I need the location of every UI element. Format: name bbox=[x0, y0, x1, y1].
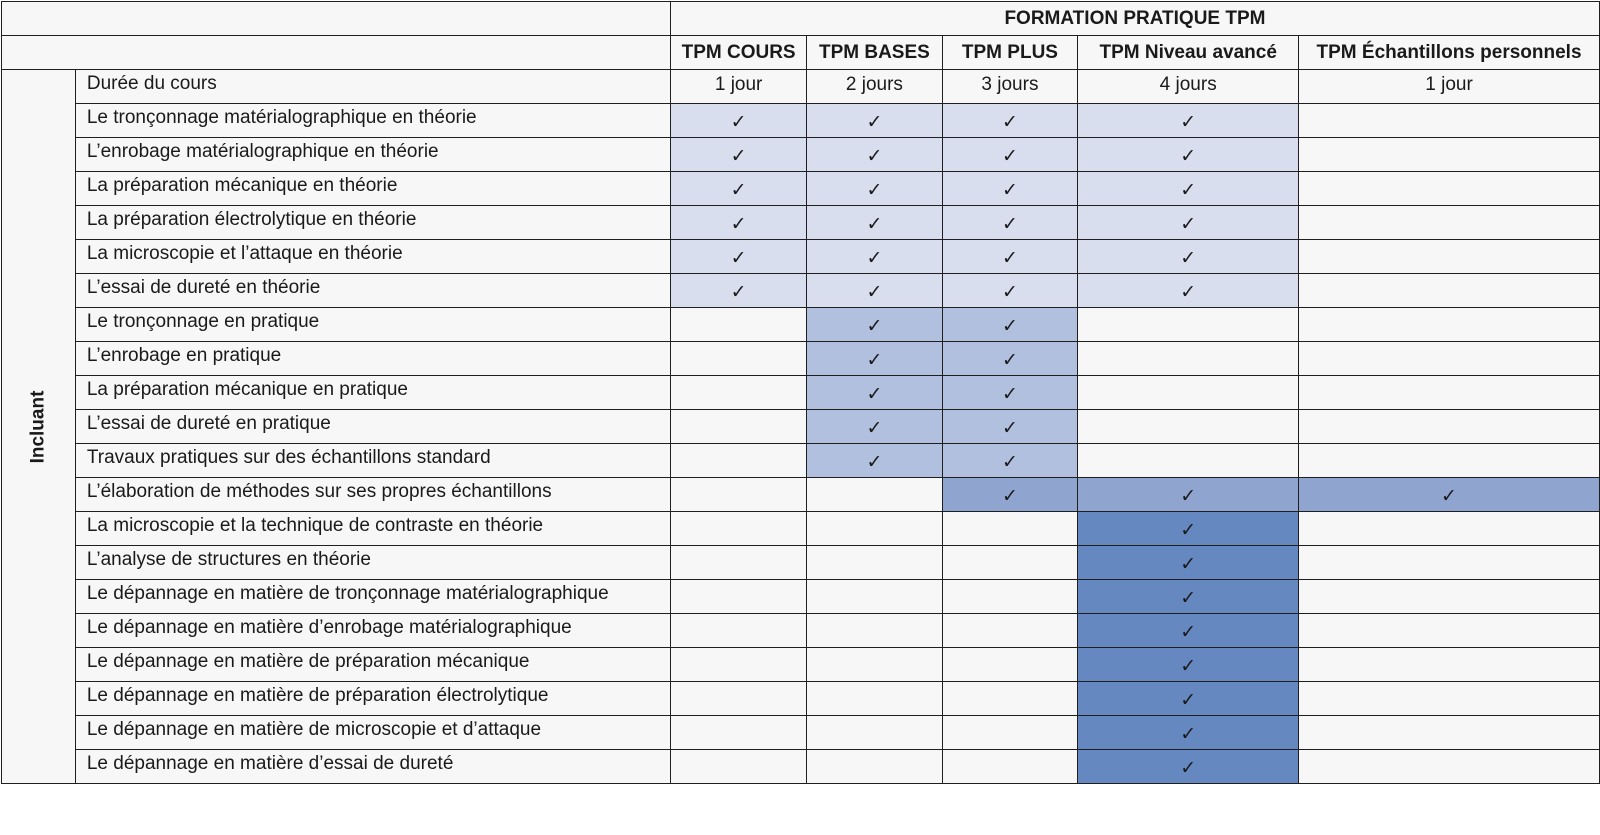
check-cell bbox=[1078, 512, 1299, 546]
check-cell bbox=[1078, 138, 1299, 172]
checkmark-icon: ✓ bbox=[866, 178, 883, 201]
empty-cell bbox=[942, 716, 1078, 750]
empty-cell bbox=[942, 750, 1078, 784]
checkmark-icon: ✓ bbox=[1180, 110, 1197, 133]
table-row bbox=[2, 478, 1600, 512]
checkmark-icon: ✓ bbox=[1180, 722, 1197, 745]
checkmark-icon: ✓ bbox=[1001, 246, 1018, 269]
checkmark-icon: ✓ bbox=[1180, 178, 1197, 201]
empty-cell bbox=[670, 750, 806, 784]
table-row bbox=[2, 750, 1600, 784]
empty-cell bbox=[1078, 308, 1299, 342]
feature-label: Travaux pratiques sur des échantillons standard bbox=[75, 444, 670, 478]
checkmark-icon: ✓ bbox=[1180, 552, 1197, 575]
feature-label: La préparation électrolytique en théorie bbox=[75, 206, 670, 240]
check-cell bbox=[1078, 682, 1299, 716]
table-row bbox=[2, 648, 1600, 682]
table-row bbox=[2, 716, 1600, 750]
table-row bbox=[2, 546, 1600, 580]
checkmark-icon: ✓ bbox=[1001, 144, 1018, 167]
empty-cell bbox=[807, 478, 942, 512]
table-row bbox=[2, 410, 1600, 444]
checkmark-icon: ✓ bbox=[730, 246, 747, 269]
check-cell bbox=[807, 308, 942, 342]
feature-label: La préparation mécanique en théorie bbox=[75, 172, 670, 206]
check-cell bbox=[1078, 546, 1299, 580]
empty-cell bbox=[1299, 546, 1600, 580]
check-cell bbox=[1078, 648, 1299, 682]
empty-cell bbox=[1299, 104, 1600, 138]
empty-cell bbox=[670, 682, 806, 716]
check-cell bbox=[1078, 750, 1299, 784]
empty-cell bbox=[1299, 206, 1600, 240]
empty-cell bbox=[1078, 444, 1299, 478]
checkmark-icon: ✓ bbox=[866, 144, 883, 167]
check-cell bbox=[1078, 478, 1299, 512]
feature-label: L’analyse de structures en théorie bbox=[75, 546, 670, 580]
checkmark-icon: ✓ bbox=[866, 246, 883, 269]
duration-cell: 2 jours bbox=[807, 70, 942, 104]
empty-cell bbox=[942, 682, 1078, 716]
duration-row bbox=[2, 70, 1600, 104]
feature-label: L’élaboration de méthodes sur ses propres échantillons bbox=[75, 478, 670, 512]
feature-label: Le dépannage en matière d’enrobage matérialographique bbox=[75, 614, 670, 648]
empty-cell bbox=[670, 478, 806, 512]
check-cell bbox=[942, 308, 1078, 342]
empty-cell bbox=[807, 716, 942, 750]
feature-label: L’essai de dureté en pratique bbox=[75, 410, 670, 444]
checkmark-icon: ✓ bbox=[1441, 484, 1457, 507]
check-cell bbox=[1078, 274, 1299, 308]
check-cell bbox=[942, 444, 1078, 478]
table-row bbox=[2, 512, 1600, 546]
checkmark-icon: ✓ bbox=[1180, 586, 1197, 609]
table-row bbox=[2, 308, 1600, 342]
training-comparison-table bbox=[1, 1, 1600, 784]
header-corner-cell-2 bbox=[2, 36, 671, 70]
check-cell bbox=[1078, 716, 1299, 750]
checkmark-icon: ✓ bbox=[730, 212, 747, 235]
checkmark-icon: ✓ bbox=[1001, 416, 1018, 439]
checkmark-icon: ✓ bbox=[730, 280, 747, 303]
column-header-tpm-niveau-avance: TPM Niveau avancé bbox=[1078, 36, 1299, 70]
empty-cell bbox=[1299, 376, 1600, 410]
check-cell bbox=[807, 342, 942, 376]
empty-cell bbox=[807, 580, 942, 614]
feature-label: La préparation mécanique en pratique bbox=[75, 376, 670, 410]
empty-cell bbox=[807, 750, 942, 784]
checkmark-icon: ✓ bbox=[1180, 144, 1197, 167]
empty-cell bbox=[1299, 512, 1600, 546]
check-cell bbox=[807, 274, 942, 308]
empty-cell bbox=[670, 376, 806, 410]
check-cell bbox=[1078, 206, 1299, 240]
check-cell bbox=[942, 342, 1078, 376]
check-cell bbox=[1078, 104, 1299, 138]
group-header: FORMATION PRATIQUE TPM bbox=[670, 2, 1599, 36]
check-cell bbox=[942, 104, 1078, 138]
checkmark-icon: ✓ bbox=[866, 450, 883, 473]
table-row bbox=[2, 206, 1600, 240]
check-cell bbox=[670, 138, 806, 172]
empty-cell bbox=[807, 682, 942, 716]
check-cell bbox=[942, 274, 1078, 308]
empty-cell bbox=[670, 580, 806, 614]
empty-cell bbox=[807, 512, 942, 546]
duration-cell: 1 jour bbox=[670, 70, 806, 104]
header-corner-cell bbox=[2, 2, 671, 36]
empty-cell bbox=[1299, 274, 1600, 308]
empty-cell bbox=[807, 546, 942, 580]
check-cell bbox=[1299, 478, 1600, 512]
feature-label: Le dépannage en matière de microscopie et d’attaque bbox=[75, 716, 670, 750]
check-cell bbox=[670, 274, 806, 308]
feature-label: L’enrobage matérialographique en théorie bbox=[75, 138, 670, 172]
table-row bbox=[2, 444, 1600, 478]
empty-cell bbox=[670, 648, 806, 682]
empty-cell bbox=[1299, 308, 1600, 342]
check-cell bbox=[807, 104, 942, 138]
checkmark-icon: ✓ bbox=[1180, 654, 1197, 677]
empty-cell bbox=[670, 410, 806, 444]
check-cell bbox=[807, 376, 942, 410]
empty-cell bbox=[1299, 138, 1600, 172]
empty-cell bbox=[1299, 750, 1600, 784]
feature-label: La microscopie et la technique de contraste en théorie bbox=[75, 512, 670, 546]
duration-cell: 1 jour bbox=[1299, 70, 1600, 104]
column-header-tpm-plus: TPM PLUS bbox=[942, 36, 1078, 70]
table-row bbox=[2, 580, 1600, 614]
empty-cell bbox=[942, 614, 1078, 648]
check-cell bbox=[807, 444, 942, 478]
empty-cell bbox=[942, 512, 1078, 546]
check-cell bbox=[670, 172, 806, 206]
side-label: Incluant bbox=[27, 390, 49, 463]
empty-cell bbox=[1299, 240, 1600, 274]
empty-cell bbox=[670, 342, 806, 376]
table-row bbox=[2, 172, 1600, 206]
check-cell bbox=[807, 206, 942, 240]
feature-label: Le tronçonnage en pratique bbox=[75, 308, 670, 342]
empty-cell bbox=[942, 648, 1078, 682]
check-cell bbox=[807, 240, 942, 274]
checkmark-icon: ✓ bbox=[1180, 280, 1197, 303]
check-cell bbox=[670, 240, 806, 274]
check-cell bbox=[1078, 240, 1299, 274]
checkmark-icon: ✓ bbox=[1001, 314, 1018, 337]
table-row bbox=[2, 376, 1600, 410]
column-header-tpm-bases: TPM BASES bbox=[807, 36, 942, 70]
check-cell bbox=[942, 376, 1078, 410]
check-cell bbox=[1078, 172, 1299, 206]
duration-cell: 4 jours bbox=[1078, 70, 1299, 104]
checkmark-icon: ✓ bbox=[866, 348, 883, 371]
checkmark-icon: ✓ bbox=[866, 382, 883, 405]
feature-label: Le dépannage en matière de préparation électrolytique bbox=[75, 682, 670, 716]
empty-cell bbox=[1078, 342, 1299, 376]
duration-label: Durée du cours bbox=[75, 70, 670, 104]
empty-cell bbox=[1078, 376, 1299, 410]
table-row bbox=[2, 342, 1600, 376]
check-cell bbox=[670, 104, 806, 138]
empty-cell bbox=[807, 648, 942, 682]
check-cell bbox=[942, 478, 1078, 512]
side-label-cell bbox=[2, 70, 76, 784]
empty-cell bbox=[670, 444, 806, 478]
check-cell bbox=[942, 172, 1078, 206]
empty-cell bbox=[1299, 648, 1600, 682]
empty-cell bbox=[1299, 172, 1600, 206]
checkmark-icon: ✓ bbox=[1180, 246, 1197, 269]
empty-cell bbox=[670, 614, 806, 648]
table-row bbox=[2, 682, 1600, 716]
feature-label: L’enrobage en pratique bbox=[75, 342, 670, 376]
empty-cell bbox=[1299, 682, 1600, 716]
table-row bbox=[2, 104, 1600, 138]
table-row bbox=[2, 274, 1600, 308]
table-row bbox=[2, 614, 1600, 648]
checkmark-icon: ✓ bbox=[1001, 348, 1018, 371]
empty-cell bbox=[670, 308, 806, 342]
checkmark-icon: ✓ bbox=[730, 144, 747, 167]
check-cell bbox=[807, 138, 942, 172]
checkmark-icon: ✓ bbox=[1001, 212, 1018, 235]
empty-cell bbox=[807, 614, 942, 648]
duration-cell: 3 jours bbox=[942, 70, 1078, 104]
check-cell bbox=[942, 138, 1078, 172]
checkmark-icon: ✓ bbox=[866, 212, 883, 235]
checkmark-icon: ✓ bbox=[1001, 280, 1018, 303]
empty-cell bbox=[1299, 444, 1600, 478]
empty-cell bbox=[1299, 716, 1600, 750]
feature-label: Le dépannage en matière de tronçonnage matérialographique bbox=[75, 580, 670, 614]
feature-label: L’essai de dureté en théorie bbox=[75, 274, 670, 308]
checkmark-icon: ✓ bbox=[730, 178, 747, 201]
checkmark-icon: ✓ bbox=[866, 280, 883, 303]
checkmark-icon: ✓ bbox=[1180, 484, 1197, 507]
check-cell bbox=[807, 410, 942, 444]
empty-cell bbox=[1299, 580, 1600, 614]
checkmark-icon: ✓ bbox=[1180, 688, 1197, 711]
checkmark-icon: ✓ bbox=[1001, 484, 1018, 507]
checkmark-icon: ✓ bbox=[1180, 212, 1197, 235]
checkmark-icon: ✓ bbox=[866, 416, 883, 439]
empty-cell bbox=[942, 580, 1078, 614]
column-header-row bbox=[2, 36, 1600, 70]
check-cell bbox=[807, 172, 942, 206]
checkmark-icon: ✓ bbox=[1001, 382, 1018, 405]
checkmark-icon: ✓ bbox=[1001, 178, 1018, 201]
group-header-row bbox=[2, 2, 1600, 36]
empty-cell bbox=[670, 512, 806, 546]
checkmark-icon: ✓ bbox=[730, 110, 747, 133]
feature-label: Le dépannage en matière de préparation mécanique bbox=[75, 648, 670, 682]
feature-label: La microscopie et l’attaque en théorie bbox=[75, 240, 670, 274]
check-cell bbox=[1078, 580, 1299, 614]
column-header-tpm-cours: TPM COURS bbox=[670, 36, 806, 70]
feature-label: Le dépannage en matière d’essai de dureté bbox=[75, 750, 670, 784]
checkmark-icon: ✓ bbox=[1180, 756, 1197, 779]
checkmark-icon: ✓ bbox=[1180, 518, 1197, 541]
checkmark-icon: ✓ bbox=[1180, 620, 1197, 643]
check-cell bbox=[670, 206, 806, 240]
table-row bbox=[2, 240, 1600, 274]
checkmark-icon: ✓ bbox=[1001, 110, 1018, 133]
empty-cell bbox=[1078, 410, 1299, 444]
table-row bbox=[2, 138, 1600, 172]
empty-cell bbox=[942, 546, 1078, 580]
checkmark-icon: ✓ bbox=[1001, 450, 1018, 473]
empty-cell bbox=[1299, 614, 1600, 648]
empty-cell bbox=[1299, 342, 1600, 376]
check-cell bbox=[1078, 614, 1299, 648]
feature-label: Le tronçonnage matérialographique en théorie bbox=[75, 104, 670, 138]
empty-cell bbox=[670, 716, 806, 750]
check-cell bbox=[942, 240, 1078, 274]
empty-cell bbox=[1299, 410, 1600, 444]
check-cell bbox=[942, 206, 1078, 240]
checkmark-icon: ✓ bbox=[866, 110, 883, 133]
empty-cell bbox=[670, 546, 806, 580]
checkmark-icon: ✓ bbox=[866, 314, 883, 337]
check-cell bbox=[942, 410, 1078, 444]
column-header-tpm-echantillons: TPM Échantillons personnels bbox=[1299, 36, 1600, 70]
